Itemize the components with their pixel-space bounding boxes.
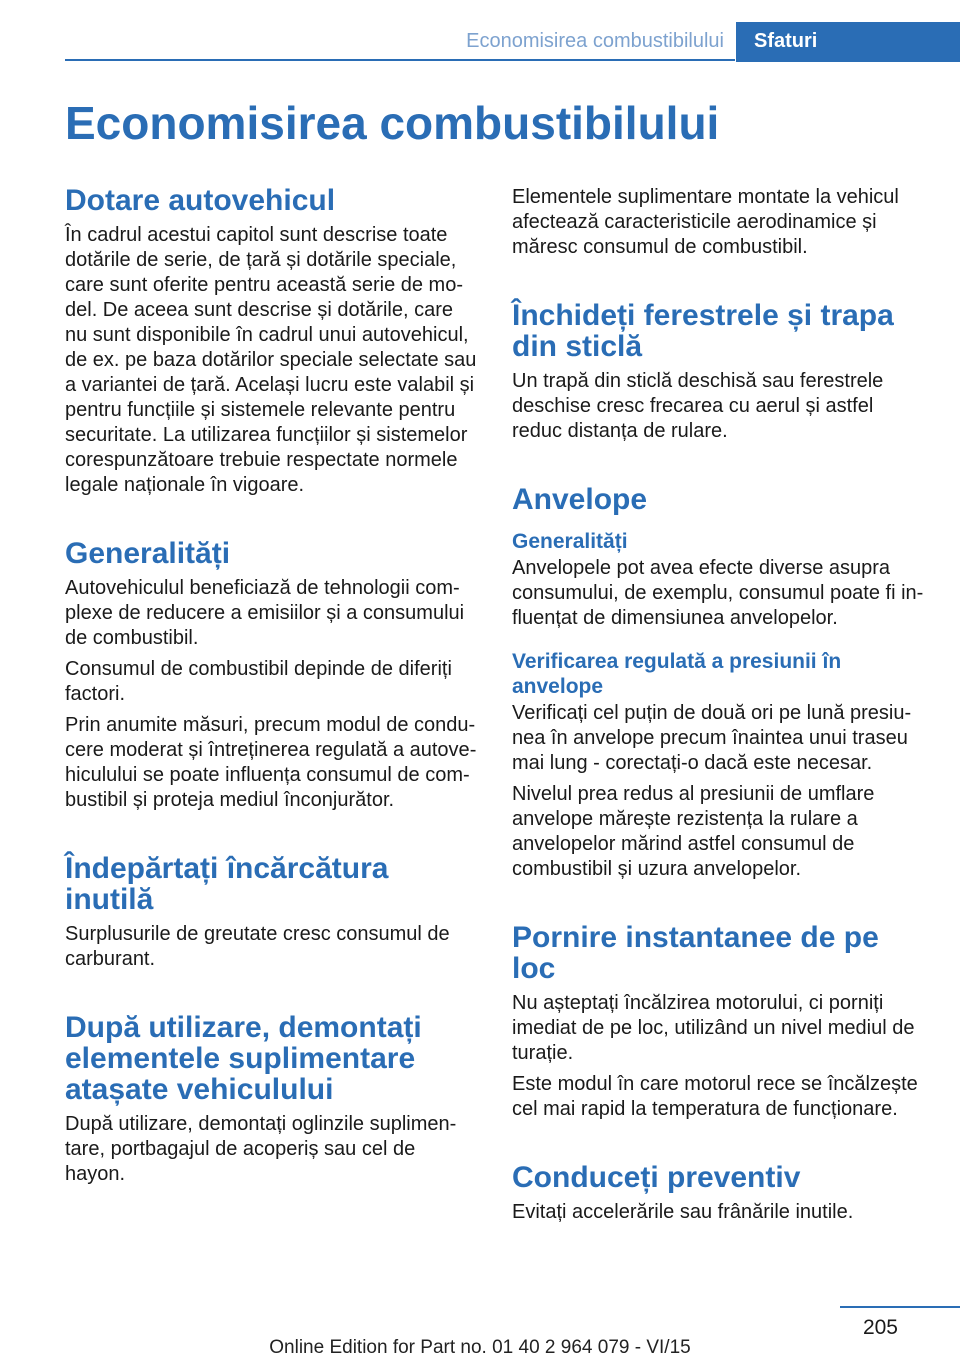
section-paragraph: Consumul de combustibil depinde de diferiți factori.: [65, 658, 452, 705]
footer-divider: [840, 1306, 960, 1308]
section-paragraph: Prin anumite măsuri, precum modul de conducere moderat și întreținerea regulată a autovehiculului se poate influența consumul de combustibil și proteja mediul înconjurător.: [65, 714, 477, 811]
section-paragraph: Un trapă din sticlă deschisă sau ferestrele deschise cresc frecarea cu aerul și astfel reduc distanța de rulare.: [512, 370, 884, 442]
section-heading-pornire: Pornire instantanee de pe loc: [512, 921, 879, 985]
section-heading-demontati: După utilizare, demontați elementele suplimentare atașate vehiculului: [65, 1011, 422, 1106]
section-paragraph: În cadrul acestui capitol sunt descrise toate dotările de serie, de țară și dotările speciale, care sunt oferite pentru această serie de model. De aceea sunt descrise și dotările, care nu sunt disponibile în cadrul unui autovehicul, de ex. pe baza dotărilor speciale selectate sau a variantei de țară. Același lucru este valabil și pentru funcțiile și sistemele relevante pentru securitate. La utilizarea funcțiilor și sistemelor corespunzătoare trebuie respectate normele legale naționale în vigoare.: [65, 224, 477, 496]
header-section-title: Economisirea combustibilului: [466, 30, 724, 52]
section-paragraph: Surplusurile de greutate cresc consumul de carburant.: [65, 923, 450, 970]
page-number: 205: [862, 1316, 898, 1339]
header-chapter-tab: Sfaturi: [736, 22, 960, 62]
footer-edition-text: Online Edition for Part no. 01 40 2 964 079 - VI/15: [269, 1337, 691, 1358]
header-divider: [65, 59, 735, 61]
section-heading-anvelope: Anvelope: [512, 483, 648, 516]
right-column: [512, 185, 927, 1231]
section-heading-preventiv: Conduceți preventiv: [512, 1161, 801, 1194]
section-heading-dotare: Dotare autovehicul: [65, 184, 336, 217]
section-heading-generalitati: Generalități: [65, 537, 231, 570]
section-paragraph: Evitați accelerările sau frânările inutile.: [512, 1201, 854, 1223]
page-title: Economisirea combustibilului: [65, 97, 720, 149]
left-column: [65, 185, 480, 1193]
subsection-heading-generalitati: Generalități: [512, 530, 628, 553]
section-paragraph: Elementele suplimentare montate la vehicul afectează caracteristicile aerodinamice și măresc consumul de combustibil.: [512, 186, 899, 258]
section-heading-incarcatura: Îndepărtați încărcătura inutilă: [65, 852, 389, 916]
section-paragraph: Verificați cel puțin de două ori pe lună presiunea în anvelope precum înaintea unui traseu mai lung - corectați-o dacă este necesar.: [512, 702, 912, 774]
section-paragraph: Nivelul prea redus al presiunii de umflare anvelope mărește rezistența la rulare a anvelopelor mărind astfel consumul de combustibil și uzura anvelopelor.: [512, 783, 875, 880]
section-paragraph: Nu așteptați încălzirea motorului, ci porniți imediat de pe loc, utilizând un nivel mediul de turație.: [512, 992, 915, 1064]
section-paragraph: Anvelopele pot avea efecte diverse asupra consumului, de exemplu, consumul poate fi influențat de dimensiunea anvelopelor.: [512, 557, 924, 629]
subsection-heading-presiune: Verificarea regulată a presiunii în anvelope: [512, 650, 842, 698]
section-heading-ferestre: Închideți ferestrele și trapa din sticlă: [512, 299, 894, 363]
section-paragraph: Este modul în care motorul rece se încălzește cel mai rapid la temperatura de funcționare.: [512, 1073, 918, 1120]
section-paragraph: După utilizare, demontați oglinzile suplimentare, portbagajul de acoperiș sau cel de hayon.: [65, 1113, 457, 1185]
section-paragraph: Autovehiculul beneficiază de tehnologii complexe de reducere a emisiilor și a consumului de combustibil.: [65, 577, 465, 649]
